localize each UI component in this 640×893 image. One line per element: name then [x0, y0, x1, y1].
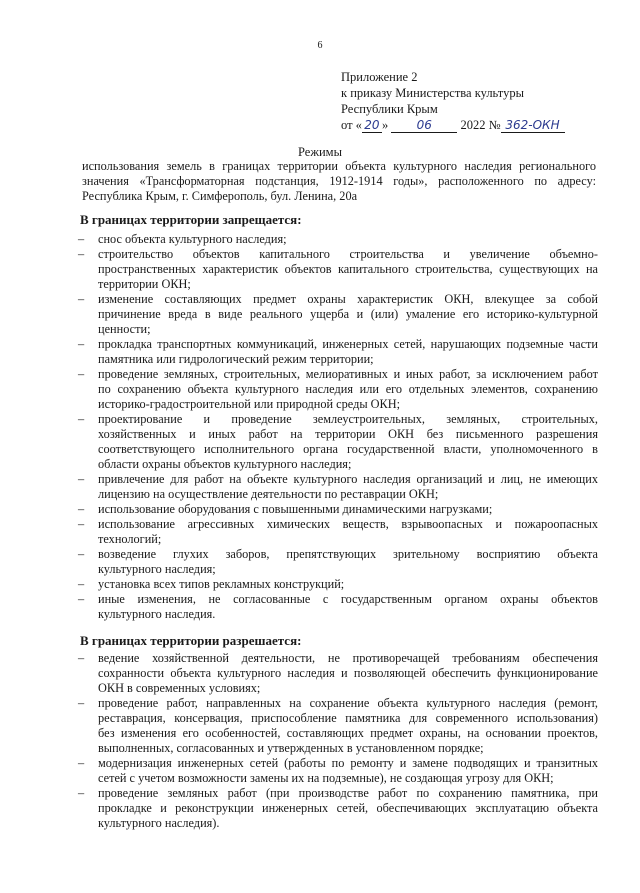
list-item-line: изменение составляющих предмет охраны характеристик ОКН, влекущее за собой [98, 292, 598, 306]
dash-bullet: – [78, 367, 85, 381]
handwritten-month: 06 [391, 119, 457, 133]
intro-line: использования земель в границах территории объекта культурного наследия регионального [82, 159, 596, 173]
list-item-line: культурного наследия; [98, 562, 216, 576]
dash-bullet: – [78, 786, 85, 800]
list-item-line: территории ОКН; [98, 277, 191, 291]
list-item-line: снос объекта культурного наследия; [98, 232, 287, 246]
prohibited-list-item [78, 547, 598, 577]
list-item-line: ведение хозяйственной деятельности, не противоречащей требованиям обеспечения [98, 651, 598, 665]
prohibited-list-item [78, 247, 598, 292]
prohibited-list-item [78, 337, 598, 367]
intro-line: значения «Трансформаторная подстанция, 1912-1914 годы», расположенного по адресу: [82, 174, 596, 188]
list-item-line: культурного наследия). [98, 816, 220, 830]
attachment-line-2: к приказу Министерства культуры [341, 86, 524, 100]
permitted-list-item [78, 651, 598, 696]
list-item-line: по сохранению объекта культурного наследия или его отдельных элементов, сохранению [98, 382, 598, 396]
list-item-line: ОКН в современных условиях; [98, 681, 261, 695]
dash-bullet: – [78, 247, 85, 261]
prohibited-list-item [78, 472, 598, 502]
list-item-line: привлечение для работ на объекте культурного наследия организаций и лиц, не имеющих [98, 472, 598, 486]
list-item-line: иные изменения, не согласованные с государственным органом охраны объектов [98, 592, 598, 606]
intro-line: Республика Крым, г. Симферополь, бул. Ленина, 20а [82, 189, 358, 203]
list-item-line: пространственных характеристик объектов капитального строительства, существующих на [98, 262, 598, 276]
dash-bullet: – [78, 412, 85, 426]
prohibited-list-item [78, 292, 598, 337]
list-item-line: без изменения его особенностей, составляющих предмет охраны, на основании проектов, [98, 726, 598, 740]
list-item-line: модернизация инженерных сетей (работы по ремонту и замене подводящих и транзитных [98, 756, 598, 770]
dash-bullet: – [78, 472, 85, 486]
list-item-line: технологий; [98, 532, 162, 546]
list-item-line: возведение глухих заборов, препятствующих зрительному восприятию объекта [98, 547, 598, 561]
permitted-list-item [78, 756, 598, 786]
attachment-date-line [341, 117, 621, 133]
permitted-list [78, 651, 598, 831]
list-item-line: проведение земляных, строительных, мелиоративных и иных работ, за исключением работ [98, 367, 598, 381]
date-close-quote: » [381, 118, 389, 132]
list-item-line: установка всех типов рекламных конструкций; [98, 577, 345, 591]
prohibited-list-item [78, 367, 598, 412]
prohibited-list [78, 232, 598, 622]
list-item-line: реставрация, консервация, приспособление памятника для современного использования) [98, 711, 598, 725]
handwritten-day: 20 [362, 119, 382, 133]
dash-bullet: – [78, 577, 85, 591]
list-item-line: соответствующего исполнительного органа государственной власти, уполномоченного в [98, 442, 598, 456]
list-item-line: проектирование и проведение землеустроительных, земляных, строительных, [98, 412, 598, 426]
attachment-block [341, 69, 621, 133]
list-item-line: памятника или гидрологический режим территории; [98, 352, 374, 366]
list-item-line: проведение земляных работ (при производстве работ по сохранению памятника, при [98, 786, 598, 800]
dash-bullet: – [78, 547, 85, 561]
page-number: 6 [317, 40, 323, 51]
permitted-list-item [78, 696, 598, 756]
list-item-line: использование агрессивных химических веществ, взрывоопасных и пожароопасных [98, 517, 598, 531]
dash-bullet: – [78, 592, 85, 606]
dash-bullet: – [78, 651, 85, 665]
prohibited-heading: В границах территории запрещается: [80, 212, 302, 227]
prohibited-list-item [78, 232, 598, 247]
dash-bullet: – [78, 517, 85, 531]
permitted-list-item [78, 786, 598, 831]
attachment-line-3: Республики Крым [341, 102, 438, 116]
list-item-line: строительство объектов капитального строительства и увеличение объемно- [98, 247, 598, 261]
handwritten-order-number: 362-ОКН [501, 119, 565, 133]
attachment-line-1: Приложение 2 [341, 70, 418, 84]
list-item-line: историко-градостроительной или природной среды ОКН; [98, 397, 401, 411]
list-item-line: прокладка транспортных коммуникаций, инженерных сетей, нарушающих подземные части [98, 337, 598, 351]
intro-paragraph [82, 159, 596, 204]
list-item-line: прокладке и реконструкции инженерных сетей, обеспечивающих эксплуатацию объекта [98, 801, 598, 815]
list-item-line: проведение работ, направленных на сохранение объекта культурного наследия (ремонт, [98, 696, 598, 710]
prohibited-list-item [78, 517, 598, 547]
list-item-line: использование оборудования с повышенными динамическими нагрузками; [98, 502, 493, 516]
dash-bullet: – [78, 502, 85, 516]
prohibited-list-item [78, 412, 598, 472]
dash-bullet: – [78, 696, 85, 710]
list-item-line: культурного наследия. [98, 607, 216, 621]
list-item-line: причинение вреда в виде реального ущерба и (или) умаление его историко-культурной [98, 307, 598, 321]
dash-bullet: – [78, 337, 85, 351]
prohibited-list-item [78, 502, 598, 517]
list-item-line: сетей с учетом возможности замены их на подземные), не создающая угрозу для ОКН; [98, 771, 554, 785]
date-year: 2022 № [460, 118, 501, 132]
date-prefix: от « [341, 118, 362, 132]
list-item-line: выполненных, согласованных и утвержденных в установленном порядке; [98, 741, 484, 755]
permitted-heading: В границах территории разрешается: [80, 633, 302, 648]
prohibited-list-item [78, 592, 598, 622]
document-title: Режимы [298, 145, 342, 159]
list-item-line: хозяйственных и иных работ на территории ОКН без письменного разрешения [98, 427, 598, 441]
dash-bullet: – [78, 756, 85, 770]
dash-bullet: – [78, 292, 85, 306]
prohibited-list-item [78, 577, 598, 592]
list-item-line: сохранности объекта культурного наследия и позволяющей обеспечить функционирование [98, 666, 598, 680]
dash-bullet: – [78, 232, 85, 246]
list-item-line: области охраны объектов культурного наследия; [98, 457, 352, 471]
list-item-line: ценности; [98, 322, 151, 336]
list-item-line: лицензию на осуществление деятельности по реставрации ОКН; [98, 487, 439, 501]
